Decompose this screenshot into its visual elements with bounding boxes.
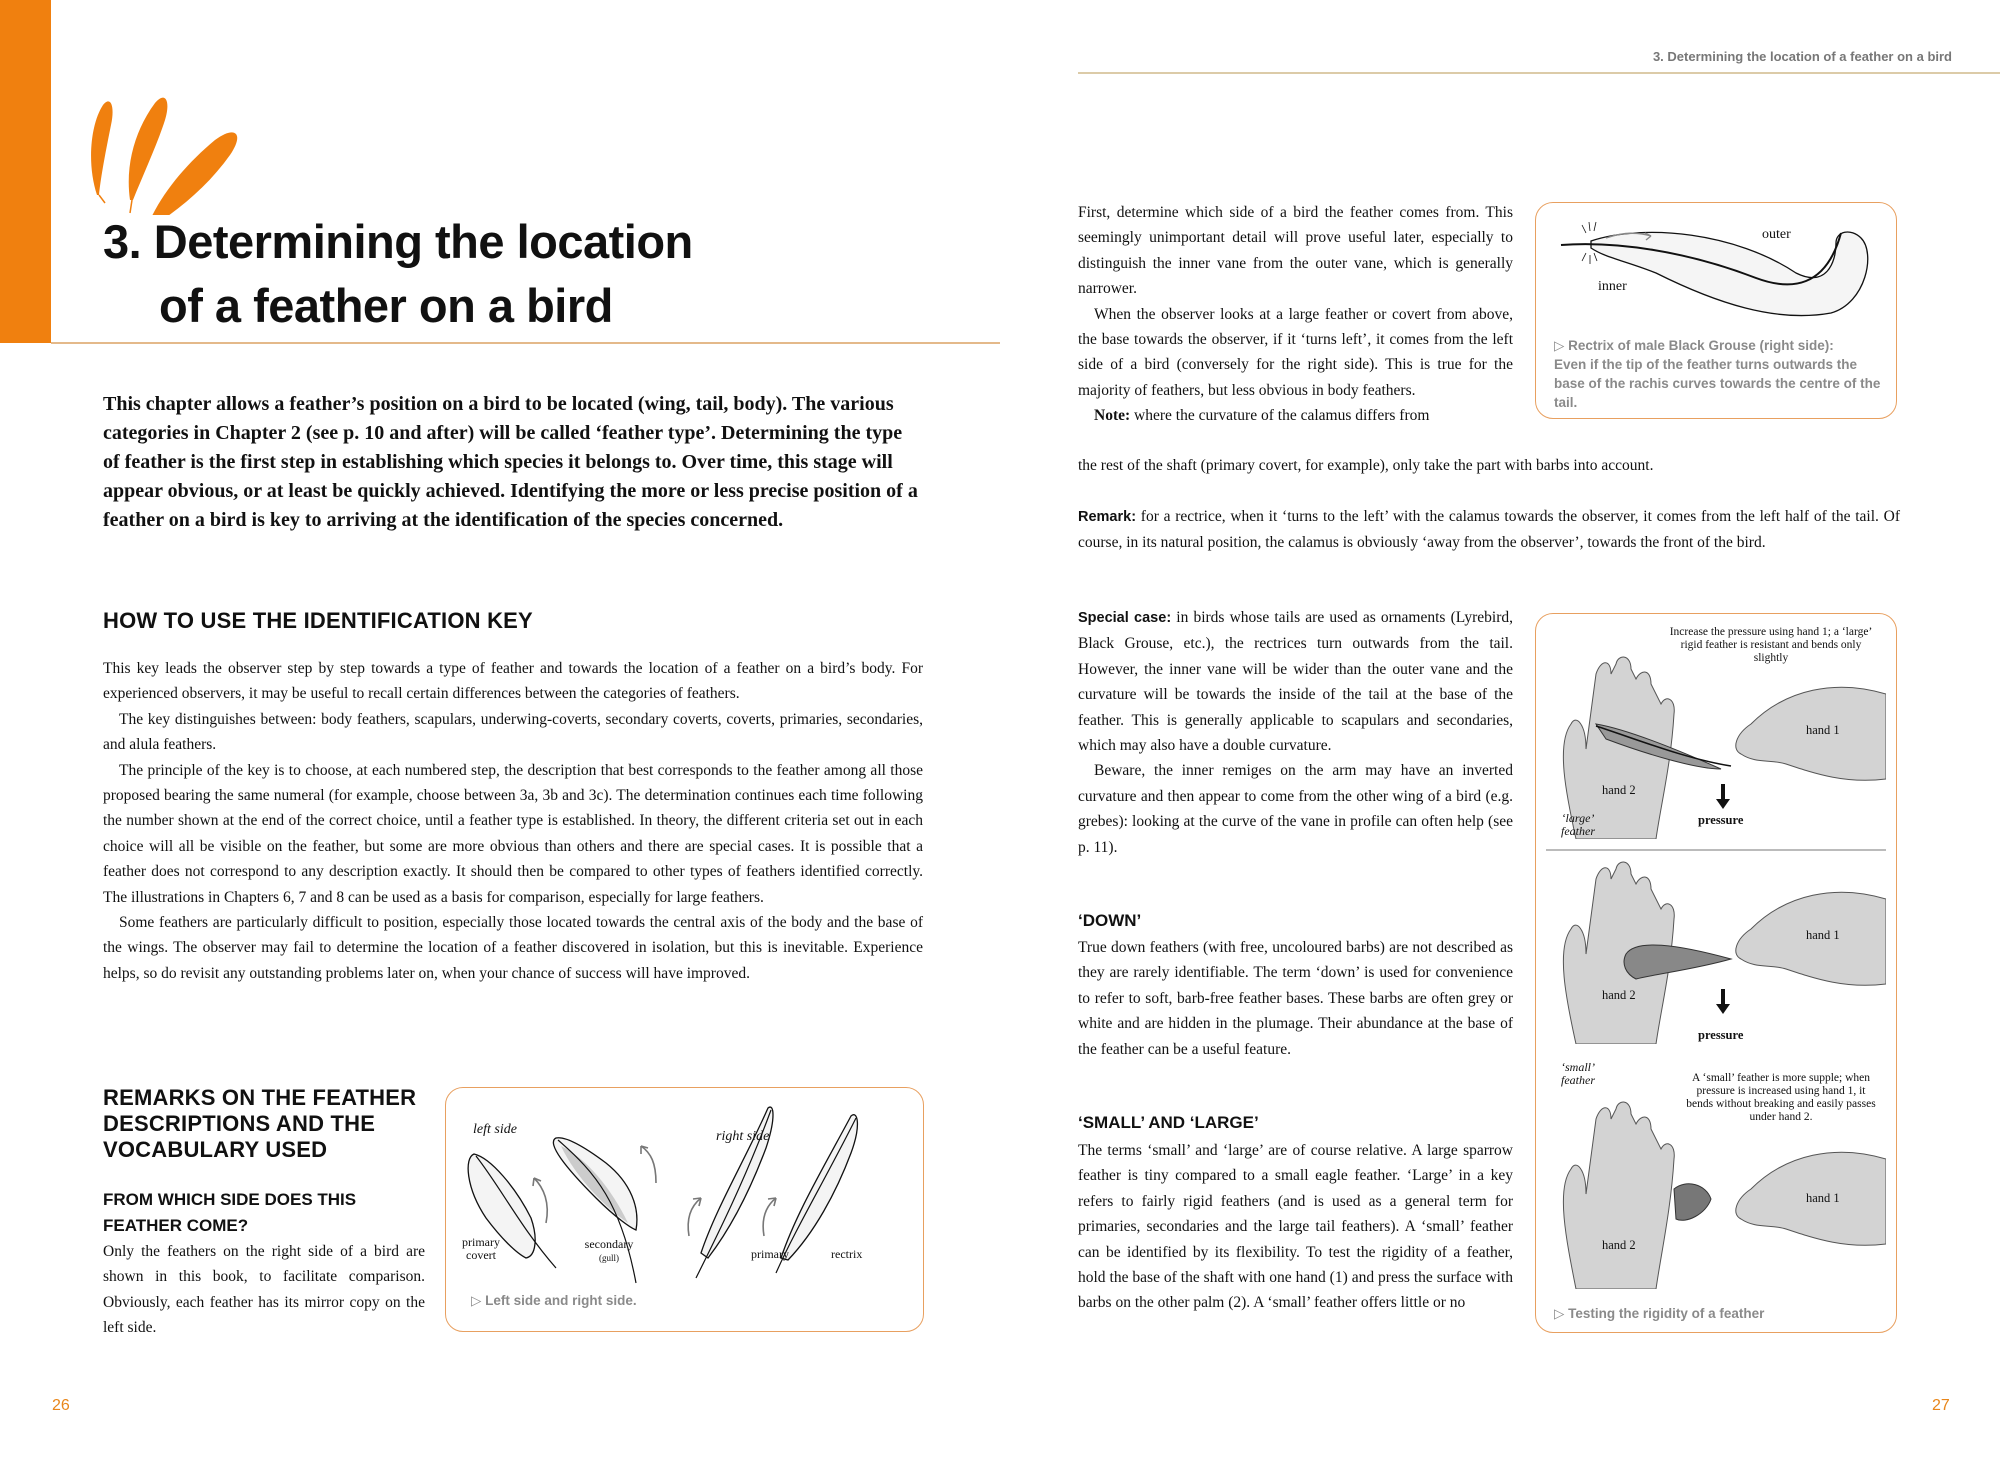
header-divider bbox=[1078, 72, 2000, 74]
figure-caption: ▷ Rectrix of male Black Grouse (right side): Even if the tip of the feather turns outwards the base of the rachis curves towards the centre of the tail. bbox=[1554, 338, 1881, 410]
side-determination-text bbox=[1078, 200, 1513, 429]
chapter-accent-bar bbox=[0, 0, 51, 343]
label-secondary: secondary bbox=[584, 1237, 634, 1251]
subheading-which-side: FROM WHICH SIDE DOES THIS FEATHER COME? bbox=[103, 1190, 357, 1235]
label-rectrix: rectrix bbox=[831, 1247, 863, 1261]
panel-divider bbox=[1546, 849, 1886, 851]
special-case-text: Special case: in birds whose tails are used as ornaments (Lyrebird, Black Grouse, etc.), the rectrices turn outwards from the tail. However, the inner vane will be wider than the outer vane and the curvature will be towards the inside of the tail at the base of the feather. This is generally applicable to scapulars and secondaries, which may also have a double curvature. Beware, the inner remiges on the arm may have an inverted curvature and then appear to come from the other wing of a bird (e.g. grebes): looking at the curve of the vane in profile can often help (see p. 11). bbox=[1078, 605, 1513, 860]
hands-small-feather-bent-illustration bbox=[1546, 1089, 1886, 1289]
section-heading-identification-key: HOW TO USE THE IDENTIFICATION KEY bbox=[103, 608, 533, 633]
special-case-label: Special case: bbox=[1078, 610, 1172, 626]
paragraph: Some feathers are particularly difficult to position, especially those located towards the central axis of the body and the base of the wings. The observer may fail to determine the location of a feather discovered in isolation, but this is inevitable. Experience helps, so do revisit any outstanding problems later on, when your chance of success will have improved. bbox=[103, 914, 923, 982]
chapter-title bbox=[103, 210, 693, 338]
paragraph: The principle of the key is to choose, at each numbered step, the description that best corresponds to the feather among all those proposed bearing the same numeral (for example, choose between 3a, 3b and 3c). The determination continues each time following the number shown at the end of the correct choice, until a feather type is established. In theory, the different criteria set out in each choice will all be visible on the feather, but some are more obvious than others and there are special cases. It is possible that a feather does not correspond to any description exactly. It should then be compared to other types of feathers identified correctly. The illustrations in Chapters 6, 7 and 8 can be used as a basis for comparison, especially for large feathers. bbox=[103, 761, 923, 906]
remark-label: Remark: bbox=[1078, 509, 1137, 525]
label-hand-2: hand 2 bbox=[1602, 783, 1636, 797]
section-heading-remarks: REMARKS ON THE FEATHER DESCRIPTIONS AND THE VOCABULARY USED bbox=[103, 1085, 417, 1162]
small-large-text: The terms ‘small’ and ‘large’ are of course relative. A large sparrow feather is tiny compared to a small eagle feather. ‘Large’ in a key refers to fairly rigid feathers (and is used as a general term for primaries, secondaries and the large tail feathers). A ‘small’ feather can be identified by its flexibility. To test the rigidity of a feather, hold the base of the shaft with one hand (1) and press the surface with barbs on the other palm (2). A ‘small’ feather offers little or no bbox=[1078, 1142, 1513, 1312]
panel1-instruction: Increase the pressure using hand 1; a ‘large’ rigid feather is resistant and bends only slightly bbox=[1669, 626, 1873, 664]
note-paragraph: Note: where the curvature of the calamus differs from bbox=[1094, 407, 1430, 425]
page-number: 27 bbox=[1932, 1397, 1950, 1414]
figure-left-right-side bbox=[445, 1087, 924, 1332]
remark-paragraph: Remark: for a rectrice, when it ‘turns to the left’ with the calamus towards the observer, it comes from the left half of the tail. Of course, in its natural position, the calamus is obviously ‘away from the observer’, towards the front of the bird. bbox=[1078, 508, 1900, 552]
paragraph: This key leads the observer step by step towards a type of feather and towards the location of a feather on a bird’s body. For experienced observers, it may be useful to recall certain differences between the categories of feathers. bbox=[103, 660, 923, 703]
paragraph: Only the feathers on the right side of a bird are shown in this book, to facilitate comparison. Obviously, each feather has its mirror copy on the left side. bbox=[103, 1243, 425, 1337]
identification-key-text bbox=[103, 656, 923, 986]
chapter-title-line2: of a feather on a bird bbox=[159, 279, 613, 332]
heading-small-large: ‘SMALL’ AND ‘LARGE’ bbox=[1078, 1113, 1259, 1132]
paragraph: Beware, the inner remiges on the arm may have an inverted curvature and then appear to come from the other wing of a bird (e.g. grebes): looking at the curve of the vane in profile can often help (see p. 11). bbox=[1078, 762, 1513, 856]
label-small-feather: ‘small’ feather bbox=[1561, 1060, 1595, 1087]
label-hand-2: hand 2 bbox=[1602, 1238, 1636, 1252]
title-divider bbox=[51, 342, 1000, 344]
label-hand-1: hand 1 bbox=[1806, 1191, 1840, 1205]
label-hand-1: hand 1 bbox=[1806, 723, 1840, 737]
label-pressure: pressure bbox=[1698, 813, 1744, 827]
label-pressure: pressure bbox=[1698, 1028, 1744, 1042]
figure-caption: ▷ Left side and right side. bbox=[471, 1293, 637, 1308]
label-hand-2: hand 2 bbox=[1602, 988, 1636, 1002]
orange-feathers-icon bbox=[85, 85, 285, 215]
note-continuation: the rest of the shaft (primary covert, for example), only take the part with barbs into account. bbox=[1078, 457, 1654, 474]
chapter-intro: This chapter allows a feather’s position on a bird to be located (wing, tail, body). The various categories in Chapter 2 (see p. 10 and after) will be called ‘feather type’. Determining the type of feather is the first step in establishing which species it belongs to. Over time, this stage will appear obvious, or at least be quickly achieved. Identifying the more or less precise position of a feather on a bird is key to arriving at the identification of the species concerned. bbox=[103, 393, 918, 531]
label-large-feather: ‘large’ feather bbox=[1561, 811, 1595, 838]
page-number: 26 bbox=[52, 1397, 70, 1414]
label-primary-covert: primary covert bbox=[462, 1235, 500, 1262]
right-page bbox=[1000, 0, 2000, 1462]
label-primary: primary bbox=[751, 1247, 789, 1261]
figure-caption: ▷ Testing the rigidity of a feather bbox=[1554, 1306, 1765, 1321]
hands-small-feather-illustration bbox=[1546, 859, 1886, 1044]
running-head: 3. Determining the location of a feather on a bird bbox=[1652, 49, 1952, 64]
rectrix-illustration bbox=[1536, 203, 1896, 333]
note-label: Note: bbox=[1094, 407, 1131, 425]
down-text: True down feathers (with free, uncoloured barbs) are not described as they are rarely identifiable. The term ‘down’ is used for convenience to refer to soft, barb-free feather bases. These barbs are often grey or white and are hidden in the plumage. Their abundance at the base of the feather can be a useful feature. bbox=[1078, 939, 1513, 1058]
label-right-side: right side bbox=[716, 1129, 770, 1144]
label-gull: (gull) bbox=[599, 1253, 619, 1263]
paragraph: The key distinguishes between: body feathers, scapulars, underwing-coverts, secondary coverts, coverts, primaries, secondaries, and alula feathers. bbox=[103, 710, 923, 754]
label-inner: inner bbox=[1598, 279, 1627, 294]
panel3-instruction: A ‘small’ feather is more supple; when pressure is increased using hand 1, it bends without breaking and easily passes under hand 2. bbox=[1686, 1072, 1876, 1123]
figure-black-grouse-rectrix bbox=[1535, 202, 1897, 419]
paragraph: When the observer looks at a large feather or covert from above, the base towards the observer, if it ‘turns left’, it comes from the left side of a bird (conversely for the right side). This is true for the majority of feathers, but less obvious in body feathers. bbox=[1078, 305, 1513, 399]
label-outer: outer bbox=[1762, 227, 1791, 242]
label-hand-1: hand 1 bbox=[1806, 928, 1840, 942]
paragraph: First, determine which side of a bird the feather comes from. This seemingly unimportant detail will prove useful later, especially to distinguish the inner vane from the outer vane, which is generally narrower. bbox=[1078, 204, 1513, 298]
figure-rigidity-test bbox=[1535, 613, 1897, 1333]
which-side-text bbox=[103, 1239, 425, 1341]
chapter-title-line1: 3. Determining the location bbox=[103, 215, 693, 268]
heading-down: ‘DOWN’ bbox=[1078, 911, 1142, 930]
label-left-side: left side bbox=[473, 1122, 517, 1137]
